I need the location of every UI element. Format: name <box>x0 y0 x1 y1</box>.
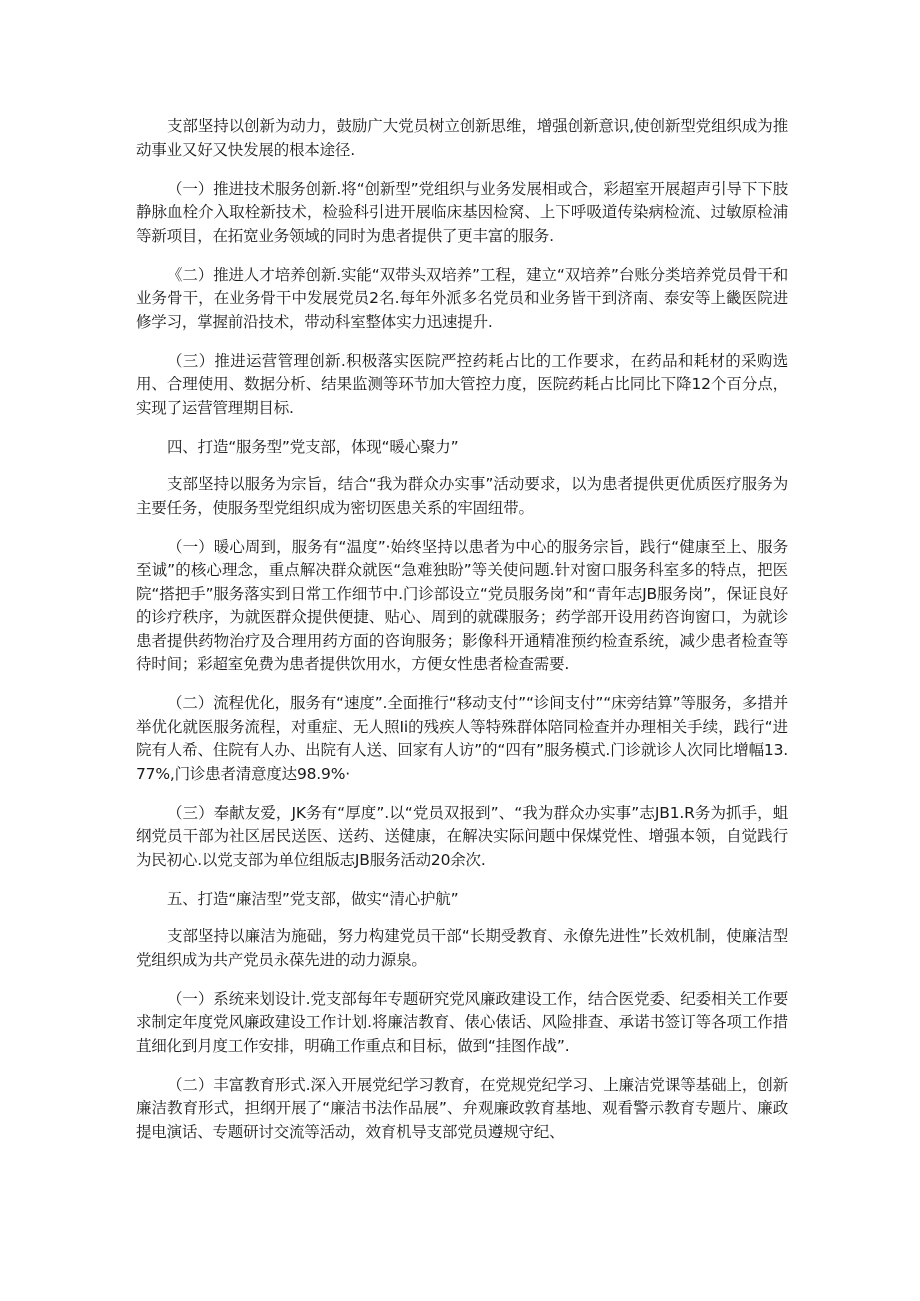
paragraph-tech-service-innovation: （一）推进技术服务创新.将“创新型”党组织与业务发展相或合，彩超室开展超声引导下下肢静脉血栓介入取栓新技术，检验科引进开展临床基因检窝、上下呼吸道传染病检流、过敏原检浦等新项目，在拓宽业务领域的同时为患者提供了更丰富的服务. <box>136 179 788 245</box>
paragraph-integrity-intro: 支部坚持以廉洁为施础，努力构建党员干部“长期受教育、永僚先进性”长效机制，使廉洁型党组织成为共产党员永葆先进的动力源泉。 <box>136 927 788 969</box>
paragraph-innovation-intro: 支部坚持以创新为动力，鼓励广大党员树立创新思维，增强创新意识,使创新型党组织成为推动事业又好又快发展的根本途径. <box>136 117 788 159</box>
paragraph-service-speed: （二）流程优化，服务有“速度”.全面推行“移动支付”“诊间支付”“床旁结算”等服务，多措并举优化就医服务流程，对重症、无人照Ii的残疾人等特殊群体陪同检查并办理相关手续，践行“进院有人希、住院有人办、出院有人送、回家有人访”的“四有”服务模式.门诊就诊人次同比增幅13.77%,门诊患者清意度达98.9%· <box>136 694 788 783</box>
section-heading-integrity: 五、打造“廉洁型”党支部，做实“清心护航” <box>167 889 459 908</box>
paragraph-talent-innovation: 《二）推进人才培养创新.实能“双带头双培养”工程，建立“双培养”台账分类培养党员骨干和业务骨干，在业务骨干中发展党员2名.每年外派多名党员和业务皆干到济南、泰安等上畿医院进修学习，掌握前沿技术，带动科室整体实力迅速提升. <box>136 265 788 331</box>
paragraph-integrity-planning: （一）系统来划设计.党支部每年专题研究党风廉政建设工作，结合医党委、纪委相关工作要求制定年度党风廉政建设工作计划.将廉洁教育、俵心俵话、风险排查、承诺书签订等各项工作措苴细化到月度工作安排，明确工作重点和目标，做到“挂图作战”. <box>136 989 788 1055</box>
paragraph-integrity-education: （二）丰富教育形式.深入开展党纪学习教育，在党规党纪学习、上廉洁党课等基础上，创新廉洁教育形式，担纲开展了“廉洁书法作品展”、弁观廉政敦育基地、观看警示教育专题片、廉政提电演话、专题研讨交流等活动，效育机导支部党员遵规守纪、 <box>136 1075 788 1141</box>
section-heading-service: 四、打造“服务型”党支部，体现“暖心聚力” <box>167 437 459 456</box>
paragraph-service-intro: 支部坚持以服务为宗旨，结合“我为群众办实事”活动要求，以为患者提供更优质医疗服务为主要任务，使服务型党组织成为密切医患关系的牢固纽带。 <box>136 475 788 517</box>
paragraph-service-warmth: （一）暖心周到，服务有“温度”·始终坚持以患者为中心的服务宗旨，践行“健康至上、服务至诚”的核心理念，重点解决群众就医“急难独盼”等关使问题.针对窗口服务科室多的特点，把医院“搭把手”服务落实到日常工作细节中.门诊部设立“党员服务岗”和“青年志JB服务岗”，保证良好的诊疗秩序，为就医群众提供便捷、贴心、周到的就碟服务；药学部开设用药咨询窗口，为就诊患者提供药物治疗及合理用药方面的咨询服务；影像科开通精准预约检查系统，减少患者检查等待时间；彩超室免费为患者提供饮用水，方便女性患者检查需要. <box>136 537 788 673</box>
paragraph-service-depth: （三）奉献友爱，JK务有“厚度”.以“党员双报到”、“我为群众办实事”志JB1.R务为抓手，蛆纲党员干部为社区居民送医、送药、送健康，在解决实际问题中保煤党性、增强本领，自觉践行为民初心.以党支部为单位组版志JB服务活动20余次. <box>136 803 788 869</box>
document-body <box>136 115 788 1160</box>
paragraph-operation-innovation: （三）推进运营管理创新.积极落实医院严控药耗占比的工作要求，在药品和耗材的采购选用、合理使用、数据分析、结果监测等环节加大管控力度，医院药耗占比同比下降12个百分点，实现了运营管理期目标. <box>136 351 788 417</box>
